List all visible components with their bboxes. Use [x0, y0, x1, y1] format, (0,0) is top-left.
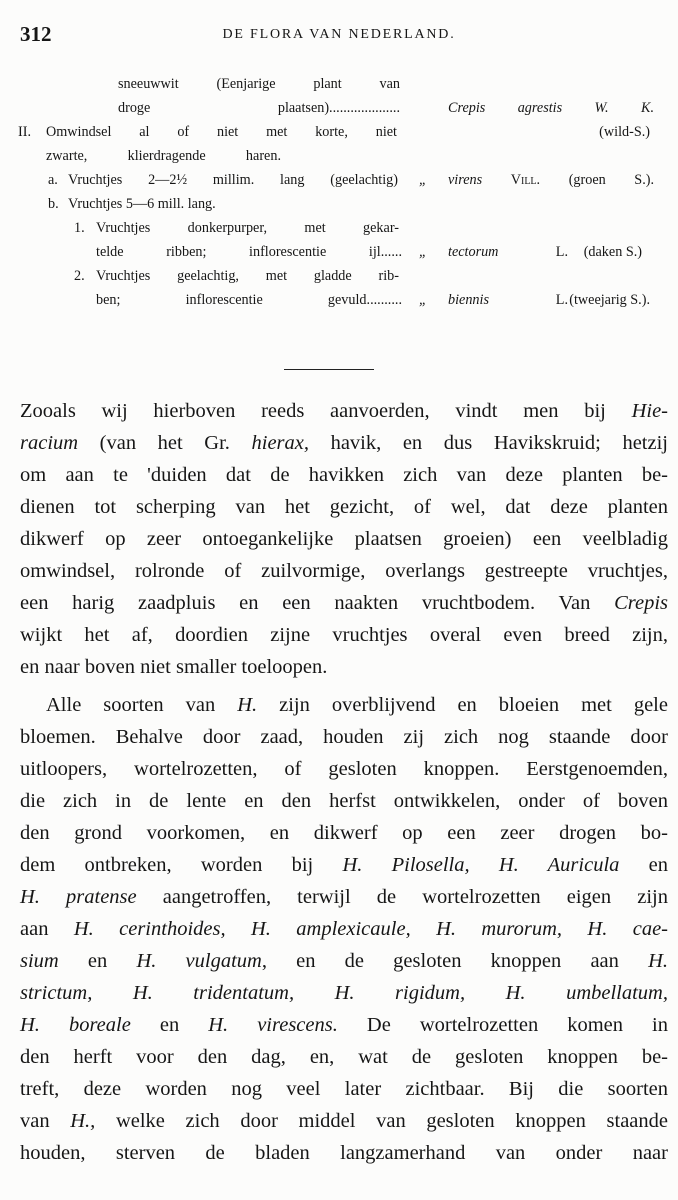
text-line: dienen tot scherping van het gezicht, of wel, dat deze planten	[20, 496, 668, 518]
page-number: 312	[20, 22, 52, 46]
text-line: wijkt het af, doordien zijne vruchtjes overal even breed zijn,	[20, 624, 668, 646]
text-line: een harig zaadpluis en een naakten vruchtbodem. Van Crepis	[20, 592, 668, 614]
text-line: Zooals wij hierboven reeds aanvoerden, vindt men bij Hie-	[20, 400, 668, 422]
text-line: uitloopers, wortelrozetten, of gesloten knoppen. Eerstgenoemden,	[20, 758, 668, 780]
section-divider	[284, 369, 374, 370]
page-header	[0, 22, 678, 52]
common-name: (tweejarig S.).	[569, 292, 650, 308]
common-name: (daken S.)	[583, 244, 642, 260]
key-line: 2. Vruchtjes geelachtig, met gladde rib-	[74, 268, 399, 284]
text-line: den herft voor den dag, en, wat de gesloten knoppen be-	[20, 1046, 668, 1068]
text-line: racium (van het Gr. hierax, havik, en dus Havikskruid; hetzij	[20, 432, 668, 454]
text-line: Alle soorten van H. zijn overblijvend en bloeien met gele	[46, 694, 668, 716]
running-title: DE FLORA VAN NEDERLAND.	[222, 27, 456, 42]
taxon-name: virens Vill. (groen S.).	[448, 172, 655, 188]
key-line: 1. Vruchtjes donkerpurper, met gekar-	[74, 220, 399, 236]
text-line: houden, sterven de bladen langzamerhand van onder naar	[20, 1142, 668, 1164]
taxon-name: biennis L.	[448, 292, 568, 308]
key-line: telde ribben; inflorescentie ijl...... „ tectorum L. (daken S.)	[96, 244, 642, 260]
text-line: omwindsel, rolronde of zuilvormige, overlangs gestreepte vruchtjes,	[20, 560, 668, 582]
key-line: II. Omwindsel al of niet met korte, niet (wild-S.)	[18, 124, 650, 140]
taxon-name: tectorum L.	[448, 244, 568, 260]
text-line: H. pratense aangetroffen, terwijl de wortelrozetten eigen zijn	[20, 886, 668, 908]
text-line: om aan te 'duiden dat de havikken zich van deze planten be-	[20, 464, 668, 486]
common-name: (wild-S.)	[599, 124, 650, 140]
key-line: sneeuwwit (Eenjarige plant van	[118, 76, 400, 92]
text-line: dem ontbreken, worden bij H. Pilosella, H. Auricula en	[20, 854, 668, 876]
text-line: strictum, H. tridentatum, H. rigidum, H. umbellatum,	[20, 982, 668, 1004]
text-line: bloemen. Behalve door zaad, houden zij zich nog staande door	[20, 726, 668, 748]
key-line: a. Vruchtjes 2—2½ millim. lang (geelachtig) „ virens Vill. (groen S.).	[48, 172, 655, 188]
key-line: droge plaatsen).................... Crepis agrestis W. K.	[118, 100, 654, 116]
text-line: treft, deze worden nog veel later zichtbaar. Bij die soorten	[20, 1078, 668, 1100]
text-line: aan H. cerinthoides, H. amplexicaule, H. murorum, H. cae-	[20, 918, 668, 940]
text-line: die zich in de lente en den herfst ontwikkelen, onder of boven	[20, 790, 668, 812]
text-line: sium en H. vulgatum, en de gesloten knoppen aan H.	[20, 950, 668, 972]
taxon-name: Crepis agrestis W. K.	[448, 100, 654, 116]
key-line: b. Vruchtjes 5—6 mill. lang.	[48, 196, 216, 212]
text-line: den grond voorkomen, en dikwerf op een zeer drogen bo-	[20, 822, 668, 844]
text-line: en naar boven niet smaller toeloopen.	[20, 656, 328, 678]
text-line: dikwerf op zeer ontoegankelijke plaatsen groeien) een veelbladig	[20, 528, 668, 550]
key-line: zwarte, klierdragende haren.	[46, 148, 281, 164]
text-line: H. boreale en H. virescens. De wortelrozetten komen in	[20, 1014, 669, 1036]
key-line: ben; inflorescentie gevuld.......... „ biennis L. (tweejarig S.).	[96, 292, 650, 308]
text-line: van H., welke zich door middel van gesloten knoppen staande	[20, 1110, 668, 1132]
